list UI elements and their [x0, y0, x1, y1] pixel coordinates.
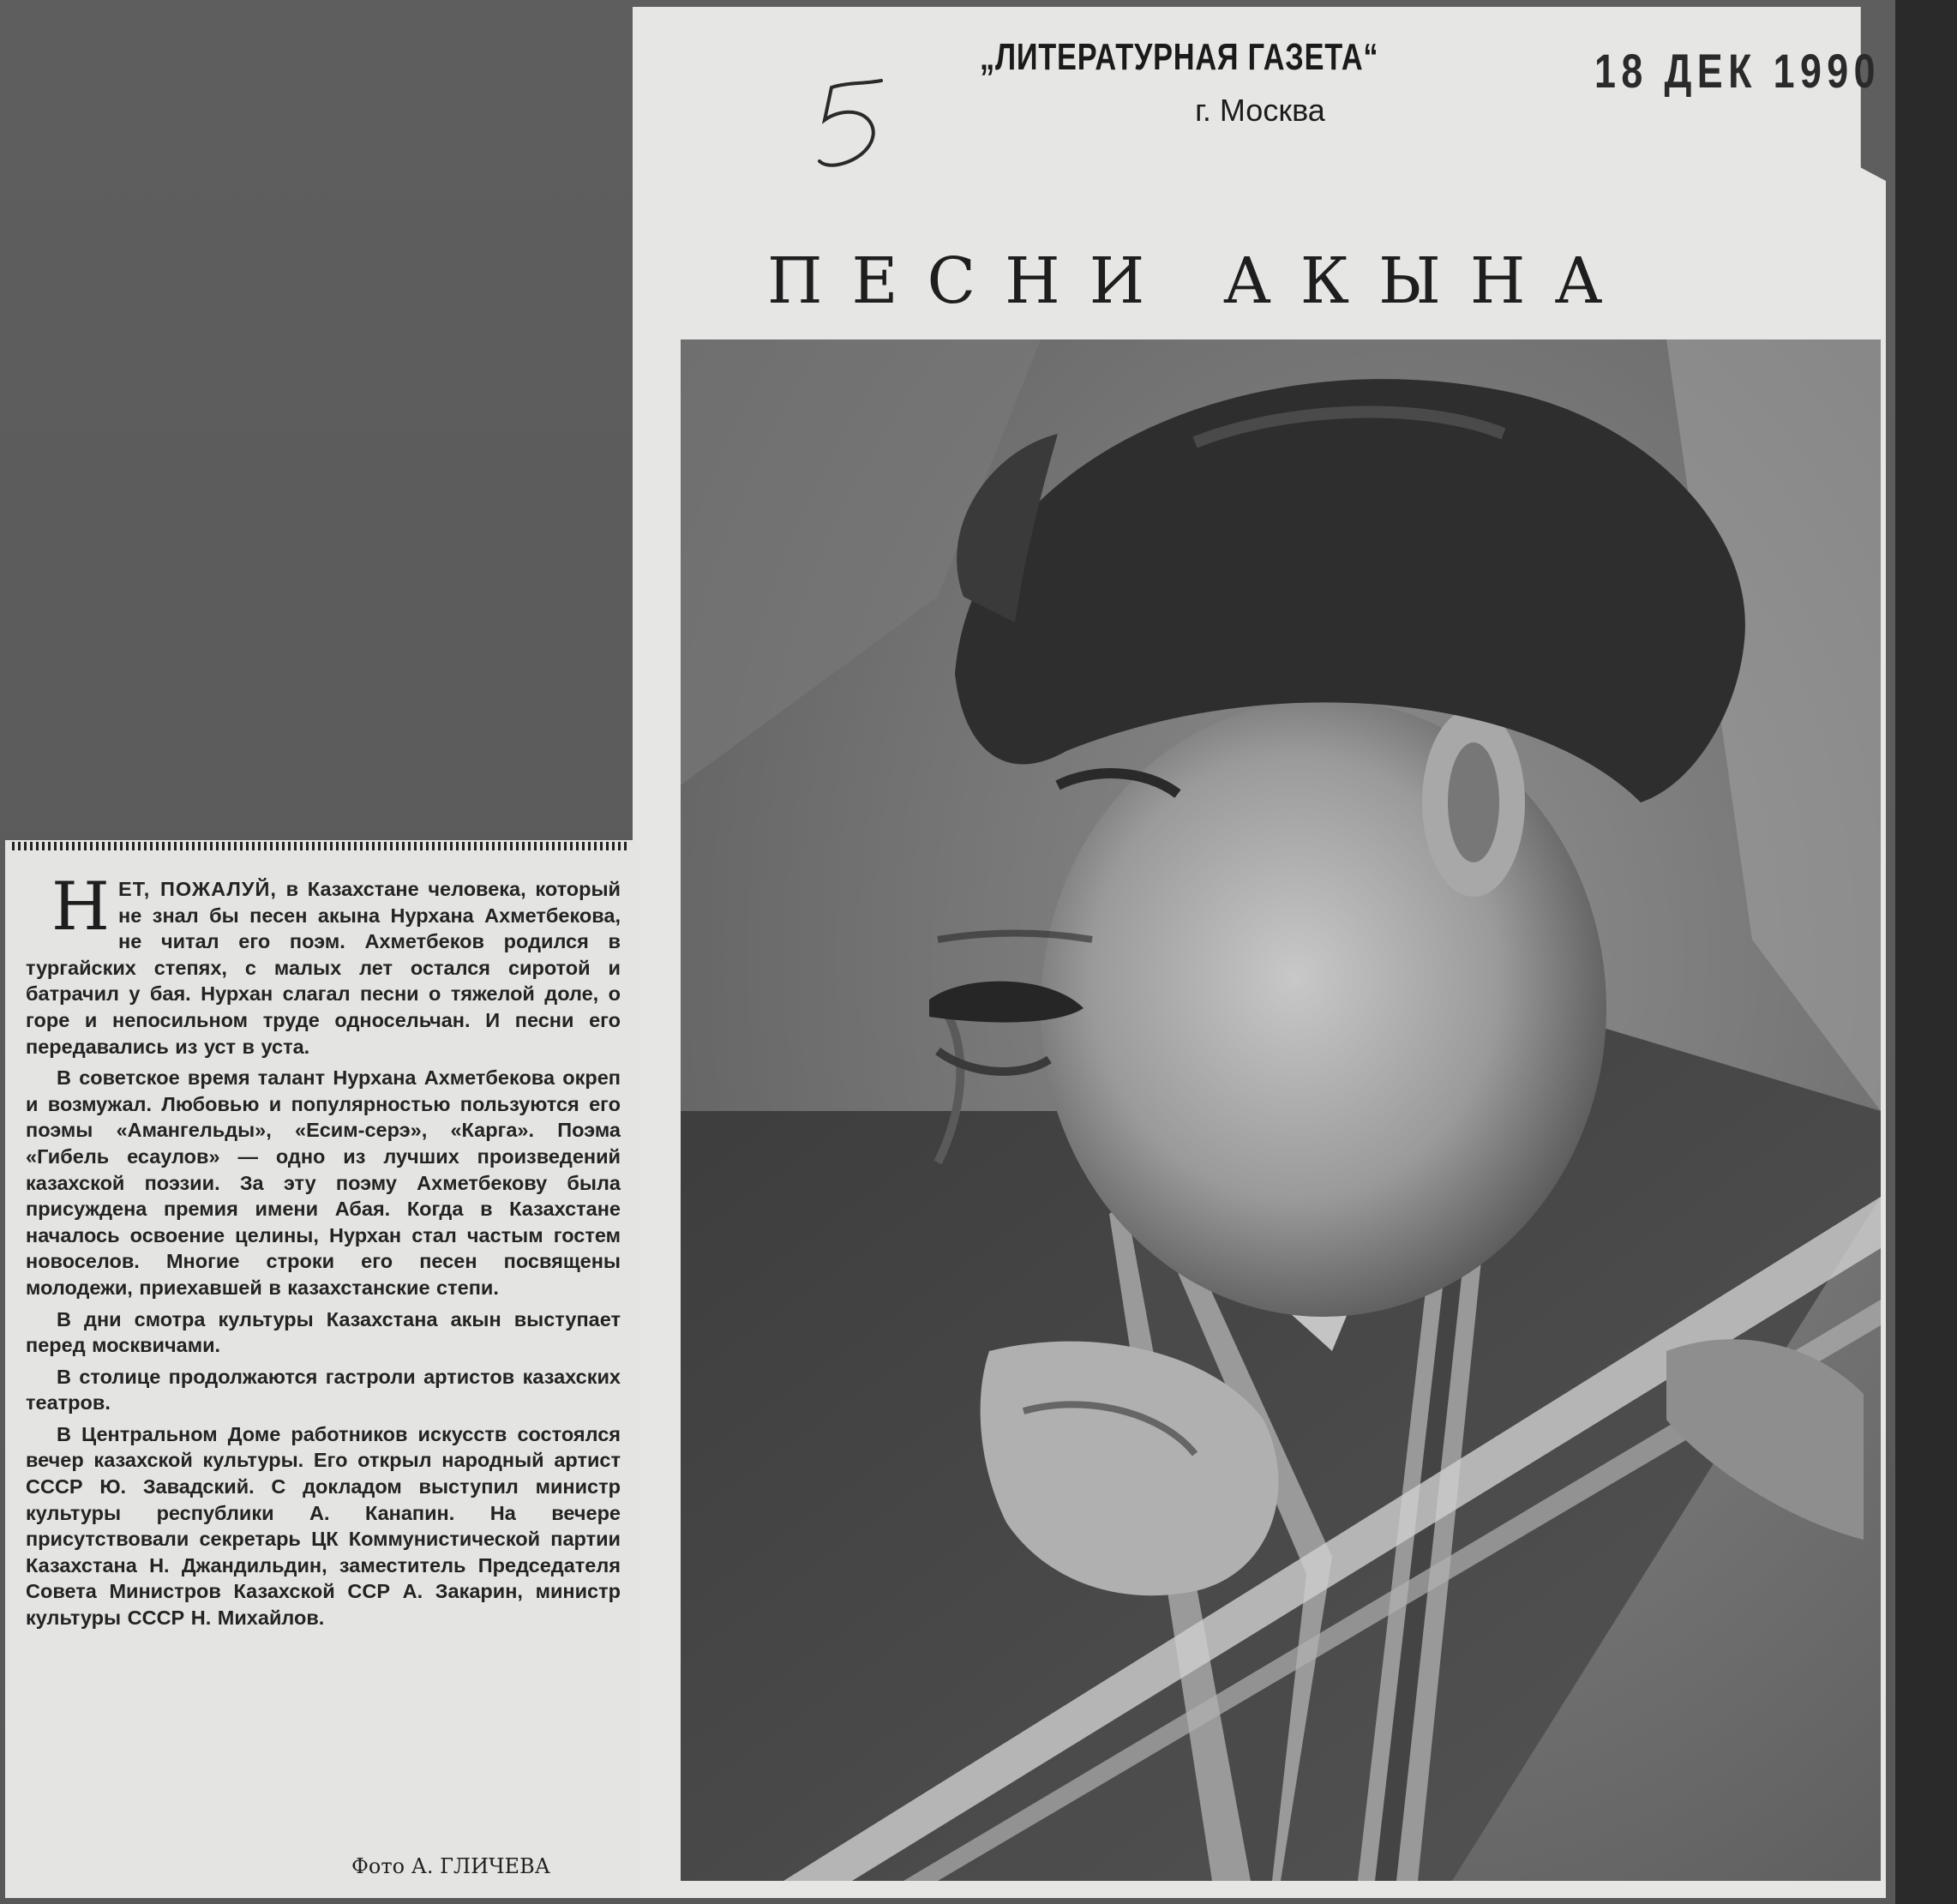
- article-text: [26, 868, 621, 1637]
- handwritten-number: [813, 75, 891, 171]
- photo-credit: Фото А. ГЛИЧЕВА: [351, 1854, 550, 1878]
- article-paragraph-5: В Центральном Доме работников искусств состоялся вечер казахской культуры. Его открыл народный артист СССР Ю. Завадский. С докладом выступил министр культуры республики А. Канапин. На вечере присутствовали секретарь ЦК Коммунистической партии Казахстана Н. Джандильдин, заместитель Председателя Совета Министров Казахской ССР А. Закарин, министр культуры СССР Н. Михайлов.: [26, 1422, 621, 1630]
- article-paragraph-1-text: в Казахстане человека, который не знал бы песен акына Нурхана Ахметбекова, не читал его поэм. Ахметбеков родился в тургайских степях, с малых лет остался сиротой и батрачил у бая. Нурхан слагал песни о тяжелой доле, о горе и непосильном труде односельчан. И песни его передавались из уст в уста.: [26, 878, 621, 1058]
- newspaper-masthead: „ЛИТЕРАТУРНАЯ ГАЗЕТА“: [980, 36, 1379, 78]
- newspaper-city: г. Москва: [1195, 93, 1325, 128]
- backing-edge: [1895, 0, 1957, 1904]
- date-stamp: 18 ДЕК 1990: [1594, 44, 1881, 98]
- drop-cap: Н: [51, 868, 111, 946]
- dashed-rule: [12, 842, 627, 850]
- article-paragraph-2: В советское время талант Нурхана Ахметбекова окреп и возмужал. Любовью и популярностью пользуются его поэмы «Амангельды», «Есим-серэ», «Карга». Поэма «Гибель есаулов» — одно из лучших произведений казахской поэзии. За эту поэму Ахметбекову была присуждена премия имени Абая. Когда в Казахстане началось освоение целины, Нурхан стал частым гостем новоселов. Многие строки его песен посвящены молодежи, приехавшей в казахстанские степи.: [26, 1066, 621, 1299]
- article-paragraph-3: В дни смотра культуры Казахстана акын выступает перед москвичами.: [26, 1307, 621, 1357]
- headline: ПЕСНИ АКЫНА: [767, 244, 1632, 318]
- article-paragraph-4: В столице продолжаются гастроли артистов казахских театров.: [26, 1365, 621, 1414]
- article-paragraph-1: [26, 868, 621, 1060]
- portrait-photo: [681, 339, 1881, 1881]
- article-lead: ЕТ, ПОЖАЛУЙ,: [118, 878, 277, 900]
